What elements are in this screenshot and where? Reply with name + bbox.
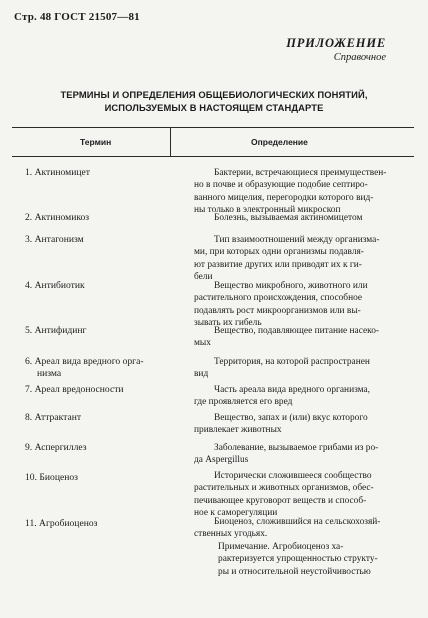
column-header-definition: Определение [251,137,308,147]
term-1: 1. Актиномицет [25,167,90,178]
table-top-rule [12,127,414,128]
term-9: 9. Аспергиллез [25,442,87,453]
definition-9: Заболевание, вызываемое грибами из ро- да Aspergillus [194,443,379,466]
page-header: Стр. 48 ГОСТ 21507—81 [14,11,140,23]
note-line: Примечание. Агробиоценоз ха- [218,541,344,552]
table-column-divider [170,127,171,157]
title-line-2: ИСПОЛЬЗУЕМЫХ В НАСТОЯЩЕМ СТАНДАРТЕ [104,102,324,113]
document-title [20,88,408,114]
definition-11: Биоценоз, сложившийся на сельскохозяй- ственных угодьях. Примечание. Агробиоценоз ха- рактеризуется упрощенностью структу- ры и относительной неустойчивостью [194,516,394,578]
definition-2: Болезнь, вызываемая актиномицетом [214,213,363,223]
definition-4: Вещество микробного, животного или растительного происхождения, способное подавлять рост микроорганизмов или вы- зывать их гибель [194,281,368,329]
term-3: 3. Антагонизм [25,234,84,245]
appendix-block [286,36,386,63]
definition-3: Тип взаимоотношений между организма- ми, при которых одни организмы подавля- ют развитие других или приводят их к ги- бели [194,235,380,283]
title-line-1: ТЕРМИНЫ И ОПРЕДЕЛЕНИЯ ОБЩЕБИОЛОГИЧЕСКИХ ПОНЯТИЙ, [60,89,368,100]
definition-10: Исторически сложившееся сообщество растительных и животных организмов, обес- печивающее круговорот веществ и способ- ное к саморегуляции [194,471,374,519]
appendix-title: ПРИЛОЖЕНИЕ [286,36,386,50]
definition-1: Бактерии, встречающиеся преимуществен- но в почве и образующие подобие септиро- ванного мицелия, перегородки которого вид- ны только в электронный микроскоп [194,168,387,216]
term-10: 10. Биоценоз [25,472,78,483]
column-header-term: Термин [80,137,112,147]
definition-7: Часть ареала вида вредного организма, где проявляется его вред [194,385,371,408]
definition-5: Вещество, подавляющее питание насеко- мых [194,326,380,349]
term-6: 6. Ареал вида вредного орга- низма [25,356,144,380]
appendix-subtitle: Справочное [333,52,386,63]
definition-8: Вещество, запах и (или) вкус которого привлекает животных [194,413,368,436]
term-4: 4. Антибиотик [25,280,85,291]
table-header-rule [12,156,414,157]
term-8: 8. Аттрактант [25,412,82,423]
definition-6: Территория, на которой распространен вид [194,357,370,380]
term-7: 7. Ареал вредоносности [25,384,124,395]
term-11: 11. Агробиоценоз [25,518,98,529]
term-2: 2. Актиномикоз [25,212,90,223]
term-5: 5. Антифидинг [25,325,87,336]
